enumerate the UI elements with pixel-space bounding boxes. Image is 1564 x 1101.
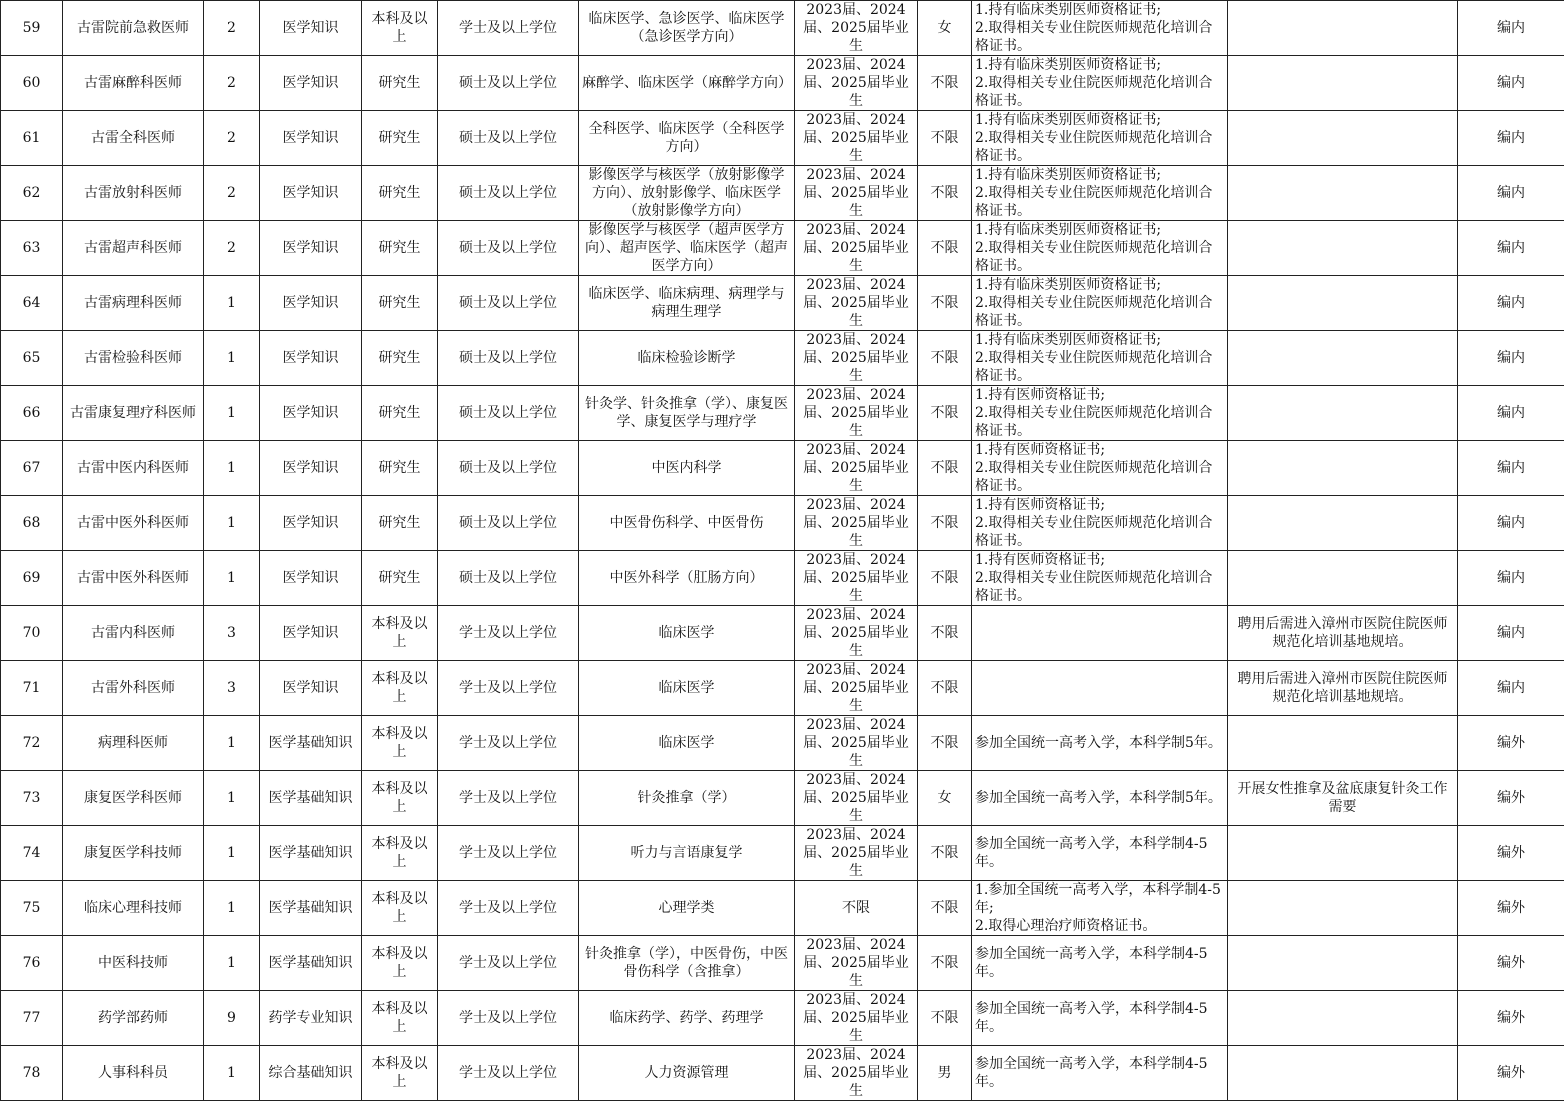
cell-gender: 不限 <box>918 881 972 936</box>
cell-number: 72 <box>1 716 63 771</box>
cell-headcount: 1 <box>204 936 260 991</box>
requirement-line: 1.持有医师资格证书; <box>975 386 1224 404</box>
cell-gender: 不限 <box>918 386 972 441</box>
cell-education: 研究生 <box>362 111 438 166</box>
cell-remarks: 聘用后需进入漳州市医院住院医师规范化培训基地规培。 <box>1228 661 1458 716</box>
cell-education: 研究生 <box>362 56 438 111</box>
cell-remarks <box>1228 881 1458 936</box>
cell-staffing: 编内 <box>1458 441 1564 496</box>
cell-degree: 学士及以上学位 <box>438 1 579 56</box>
cell-remarks: 聘用后需进入漳州市医院住院医师规范化培训基地规培。 <box>1228 606 1458 661</box>
cell-education: 研究生 <box>362 386 438 441</box>
cell-number: 74 <box>1 826 63 881</box>
cell-staffing: 编内 <box>1458 221 1564 276</box>
table-row <box>1 111 1564 166</box>
cell-gender: 不限 <box>918 166 972 221</box>
cell-headcount: 1 <box>204 881 260 936</box>
cell-position: 古雷中医外科医师 <box>63 496 204 551</box>
cell-gender: 不限 <box>918 221 972 276</box>
cell-position: 康复医学科医师 <box>63 771 204 826</box>
cell-degree: 硕士及以上学位 <box>438 111 579 166</box>
table-row <box>1 661 1564 716</box>
cell-exam-subject: 医学知识 <box>260 551 362 606</box>
cell-requirements <box>972 1046 1228 1101</box>
cell-number: 77 <box>1 991 63 1046</box>
cell-degree: 硕士及以上学位 <box>438 551 579 606</box>
requirement-line: 参加全国统一高考入学，本科学制4-5年。 <box>975 945 1224 981</box>
cell-gender: 女 <box>918 771 972 826</box>
cell-number: 68 <box>1 496 63 551</box>
cell-requirements <box>972 386 1228 441</box>
cell-graduates: 2023届、2024届、2025届毕业生 <box>795 1046 918 1101</box>
requirement-line: 2.取得相关专业住院医师规范化培训合格证书。 <box>975 19 1224 55</box>
table-row <box>1 936 1564 991</box>
cell-staffing: 编内 <box>1458 331 1564 386</box>
cell-remarks <box>1228 166 1458 221</box>
cell-staffing: 编内 <box>1458 56 1564 111</box>
cell-staffing: 编内 <box>1458 496 1564 551</box>
cell-requirements <box>972 936 1228 991</box>
cell-exam-subject: 药学专业知识 <box>260 991 362 1046</box>
cell-position: 中医科技师 <box>63 936 204 991</box>
cell-position: 人事科科员 <box>63 1046 204 1101</box>
cell-exam-subject: 医学知识 <box>260 221 362 276</box>
cell-position: 病理科医师 <box>63 716 204 771</box>
cell-number: 62 <box>1 166 63 221</box>
cell-number: 64 <box>1 276 63 331</box>
requirement-line: 2.取得相关专业住院医师规范化培训合格证书。 <box>975 294 1224 330</box>
cell-staffing: 编外 <box>1458 826 1564 881</box>
cell-staffing: 编内 <box>1458 551 1564 606</box>
cell-degree: 学士及以上学位 <box>438 606 579 661</box>
cell-major: 临床医学、急诊医学、临床医学（急诊医学方向） <box>579 1 795 56</box>
cell-position: 古雷内科医师 <box>63 606 204 661</box>
cell-remarks <box>1228 56 1458 111</box>
cell-exam-subject: 医学知识 <box>260 496 362 551</box>
cell-remarks <box>1228 1046 1458 1101</box>
cell-degree: 学士及以上学位 <box>438 991 579 1046</box>
requirement-line: 2.取得相关专业住院医师规范化培训合格证书。 <box>975 459 1224 495</box>
cell-major: 中医外科学（肛肠方向） <box>579 551 795 606</box>
cell-staffing: 编外 <box>1458 1046 1564 1101</box>
cell-graduates: 2023届、2024届、2025届毕业生 <box>795 496 918 551</box>
cell-headcount: 3 <box>204 661 260 716</box>
cell-major: 人力资源管理 <box>579 1046 795 1101</box>
requirement-line: 1.持有医师资格证书; <box>975 496 1224 514</box>
cell-education: 研究生 <box>362 551 438 606</box>
requirement-line: 1.持有临床类别医师资格证书; <box>975 56 1224 74</box>
cell-number: 67 <box>1 441 63 496</box>
cell-position: 古雷院前急救医师 <box>63 1 204 56</box>
table-row <box>1 551 1564 606</box>
requirement-line: 参加全国统一高考入学，本科学制4-5年。 <box>975 835 1224 871</box>
cell-requirements <box>972 991 1228 1046</box>
cell-major: 影像医学与核医学（放射影像学方向）、放射影像学、临床医学（放射影像学方向） <box>579 166 795 221</box>
cell-graduates: 2023届、2024届、2025届毕业生 <box>795 386 918 441</box>
cell-degree: 硕士及以上学位 <box>438 331 579 386</box>
requirement-line: 参加全国统一高考入学，本科学制4-5年。 <box>975 1055 1224 1091</box>
cell-degree: 学士及以上学位 <box>438 826 579 881</box>
cell-degree: 学士及以上学位 <box>438 771 579 826</box>
requirement-line: 2.取得相关专业住院医师规范化培训合格证书。 <box>975 569 1224 605</box>
cell-gender: 男 <box>918 1046 972 1101</box>
cell-major: 针灸推拿（学） <box>579 771 795 826</box>
requirement-line: 参加全国统一高考入学，本科学制4-5年。 <box>975 1000 1224 1036</box>
cell-requirements <box>972 826 1228 881</box>
cell-major: 影像医学与核医学（超声医学方向）、超声医学、临床医学（超声医学方向） <box>579 221 795 276</box>
cell-staffing: 编内 <box>1458 166 1564 221</box>
cell-remarks: 开展女性推拿及盆底康复针灸工作需要 <box>1228 771 1458 826</box>
cell-headcount: 3 <box>204 606 260 661</box>
cell-requirements <box>972 221 1228 276</box>
cell-graduates: 2023届、2024届、2025届毕业生 <box>795 111 918 166</box>
cell-education: 研究生 <box>362 331 438 386</box>
cell-headcount: 1 <box>204 1046 260 1101</box>
cell-requirements <box>972 1 1228 56</box>
table-row <box>1 991 1564 1046</box>
cell-exam-subject: 医学知识 <box>260 606 362 661</box>
cell-staffing: 编内 <box>1458 111 1564 166</box>
requirement-line: 2.取得相关专业住院医师规范化培训合格证书。 <box>975 349 1224 385</box>
cell-graduates: 2023届、2024届、2025届毕业生 <box>795 221 918 276</box>
cell-major: 中医骨伤科学、中医骨伤 <box>579 496 795 551</box>
cell-headcount: 2 <box>204 56 260 111</box>
cell-position: 古雷检验科医师 <box>63 331 204 386</box>
cell-gender: 不限 <box>918 331 972 386</box>
cell-exam-subject: 医学知识 <box>260 111 362 166</box>
cell-staffing: 编内 <box>1458 661 1564 716</box>
cell-headcount: 2 <box>204 221 260 276</box>
cell-number: 60 <box>1 56 63 111</box>
cell-exam-subject: 医学知识 <box>260 1 362 56</box>
cell-graduates: 2023届、2024届、2025届毕业生 <box>795 441 918 496</box>
requirement-line: 1.持有医师资格证书; <box>975 441 1224 459</box>
cell-degree: 学士及以上学位 <box>438 936 579 991</box>
requirement-line: 参加全国统一高考入学，本科学制5年。 <box>975 789 1224 807</box>
cell-number: 61 <box>1 111 63 166</box>
cell-remarks <box>1228 1 1458 56</box>
requirement-line: 1.持有临床类别医师资格证书; <box>975 331 1224 349</box>
cell-number: 69 <box>1 551 63 606</box>
cell-graduates: 2023届、2024届、2025届毕业生 <box>795 166 918 221</box>
cell-major: 临床医学 <box>579 661 795 716</box>
cell-staffing: 编外 <box>1458 991 1564 1046</box>
cell-gender: 不限 <box>918 936 972 991</box>
cell-education: 研究生 <box>362 276 438 331</box>
cell-gender: 不限 <box>918 56 972 111</box>
cell-major: 针灸推拿（学），中医骨伤，中医骨伤科学（含推拿） <box>579 936 795 991</box>
table-row <box>1 1 1564 56</box>
cell-remarks <box>1228 551 1458 606</box>
table-row <box>1 1046 1564 1101</box>
cell-exam-subject: 医学基础知识 <box>260 936 362 991</box>
cell-remarks <box>1228 441 1458 496</box>
cell-degree: 硕士及以上学位 <box>438 496 579 551</box>
cell-major: 临床药学、药学、药理学 <box>579 991 795 1046</box>
table-row <box>1 221 1564 276</box>
requirement-line: 1.持有临床类别医师资格证书; <box>975 166 1224 184</box>
cell-number: 76 <box>1 936 63 991</box>
requirement-line: 1.持有临床类别医师资格证书; <box>975 221 1224 239</box>
cell-graduates: 2023届、2024届、2025届毕业生 <box>795 936 918 991</box>
cell-education: 研究生 <box>362 221 438 276</box>
cell-major: 临床医学 <box>579 606 795 661</box>
cell-remarks <box>1228 991 1458 1046</box>
cell-staffing: 编内 <box>1458 276 1564 331</box>
requirement-line: 1.持有医师资格证书; <box>975 551 1224 569</box>
cell-requirements <box>972 111 1228 166</box>
table-row <box>1 826 1564 881</box>
table-row <box>1 441 1564 496</box>
cell-gender: 不限 <box>918 111 972 166</box>
cell-position: 古雷康复理疗科医师 <box>63 386 204 441</box>
cell-number: 73 <box>1 771 63 826</box>
cell-requirements <box>972 166 1228 221</box>
table-row <box>1 331 1564 386</box>
cell-headcount: 1 <box>204 826 260 881</box>
cell-major: 中医内科学 <box>579 441 795 496</box>
table-row <box>1 56 1564 111</box>
cell-remarks <box>1228 221 1458 276</box>
cell-remarks <box>1228 496 1458 551</box>
cell-education: 研究生 <box>362 496 438 551</box>
cell-exam-subject: 医学基础知识 <box>260 771 362 826</box>
cell-graduates: 2023届、2024届、2025届毕业生 <box>795 1 918 56</box>
cell-gender: 不限 <box>918 606 972 661</box>
cell-staffing: 编外 <box>1458 936 1564 991</box>
requirement-line: 2.取得相关专业住院医师规范化培训合格证书。 <box>975 184 1224 220</box>
cell-staffing: 编外 <box>1458 716 1564 771</box>
cell-requirements <box>972 606 1228 661</box>
cell-graduates: 2023届、2024届、2025届毕业生 <box>795 56 918 111</box>
cell-requirements <box>972 331 1228 386</box>
cell-major: 麻醉学、临床医学（麻醉学方向） <box>579 56 795 111</box>
cell-gender: 不限 <box>918 661 972 716</box>
cell-degree: 硕士及以上学位 <box>438 386 579 441</box>
cell-headcount: 1 <box>204 386 260 441</box>
cell-requirements <box>972 881 1228 936</box>
cell-education: 本科及以上 <box>362 661 438 716</box>
cell-degree: 学士及以上学位 <box>438 1046 579 1101</box>
cell-requirements <box>972 56 1228 111</box>
cell-graduates: 2023届、2024届、2025届毕业生 <box>795 991 918 1046</box>
requirement-line: 1.参加全国统一高考入学，本科学制4-5年; <box>975 881 1224 917</box>
requirement-line: 1.持有临床类别医师资格证书; <box>975 276 1224 294</box>
cell-graduates: 不限 <box>795 881 918 936</box>
cell-headcount: 9 <box>204 991 260 1046</box>
cell-education: 本科及以上 <box>362 606 438 661</box>
cell-position: 古雷超声科医师 <box>63 221 204 276</box>
cell-staffing: 编外 <box>1458 881 1564 936</box>
cell-exam-subject: 医学知识 <box>260 331 362 386</box>
cell-position: 临床心理科技师 <box>63 881 204 936</box>
table-row <box>1 771 1564 826</box>
cell-gender: 不限 <box>918 826 972 881</box>
requirement-line: 2.取得相关专业住院医师规范化培训合格证书。 <box>975 74 1224 110</box>
cell-exam-subject: 医学基础知识 <box>260 881 362 936</box>
cell-position: 古雷病理科医师 <box>63 276 204 331</box>
cell-gender: 女 <box>918 1 972 56</box>
cell-gender: 不限 <box>918 551 972 606</box>
cell-position: 古雷全科医师 <box>63 111 204 166</box>
cell-major: 心理学类 <box>579 881 795 936</box>
table-row <box>1 386 1564 441</box>
cell-position: 古雷中医内科医师 <box>63 441 204 496</box>
cell-major: 全科医学、临床医学（全科医学方向） <box>579 111 795 166</box>
cell-education: 本科及以上 <box>362 771 438 826</box>
cell-headcount: 2 <box>204 111 260 166</box>
cell-graduates: 2023届、2024届、2025届毕业生 <box>795 716 918 771</box>
cell-staffing: 编内 <box>1458 1 1564 56</box>
cell-degree: 硕士及以上学位 <box>438 441 579 496</box>
cell-graduates: 2023届、2024届、2025届毕业生 <box>795 606 918 661</box>
cell-requirements <box>972 661 1228 716</box>
cell-number: 63 <box>1 221 63 276</box>
cell-exam-subject: 医学基础知识 <box>260 826 362 881</box>
cell-staffing: 编内 <box>1458 606 1564 661</box>
cell-remarks <box>1228 936 1458 991</box>
table-row <box>1 716 1564 771</box>
cell-number: 78 <box>1 1046 63 1101</box>
requirement-line: 2.取得相关专业住院医师规范化培训合格证书。 <box>975 129 1224 165</box>
cell-position: 古雷外科医师 <box>63 661 204 716</box>
cell-requirements <box>972 276 1228 331</box>
cell-gender: 不限 <box>918 716 972 771</box>
cell-degree: 学士及以上学位 <box>438 716 579 771</box>
cell-degree: 硕士及以上学位 <box>438 276 579 331</box>
cell-remarks <box>1228 276 1458 331</box>
requirement-line: 2.取得相关专业住院医师规范化培训合格证书。 <box>975 514 1224 550</box>
cell-requirements <box>972 771 1228 826</box>
cell-graduates: 2023届、2024届、2025届毕业生 <box>795 331 918 386</box>
cell-staffing: 编外 <box>1458 771 1564 826</box>
table-row <box>1 166 1564 221</box>
cell-education: 本科及以上 <box>362 881 438 936</box>
cell-degree: 学士及以上学位 <box>438 881 579 936</box>
requirement-line: 2.取得相关专业住院医师规范化培训合格证书。 <box>975 239 1224 275</box>
table-row <box>1 276 1564 331</box>
cell-education: 研究生 <box>362 441 438 496</box>
cell-requirements <box>972 716 1228 771</box>
table-row <box>1 606 1564 661</box>
cell-graduates: 2023届、2024届、2025届毕业生 <box>795 771 918 826</box>
cell-graduates: 2023届、2024届、2025届毕业生 <box>795 551 918 606</box>
cell-headcount: 1 <box>204 716 260 771</box>
cell-education: 本科及以上 <box>362 716 438 771</box>
cell-exam-subject: 综合基础知识 <box>260 1046 362 1101</box>
cell-remarks <box>1228 826 1458 881</box>
cell-headcount: 2 <box>204 166 260 221</box>
cell-number: 66 <box>1 386 63 441</box>
cell-degree: 学士及以上学位 <box>438 661 579 716</box>
cell-headcount: 1 <box>204 331 260 386</box>
cell-education: 本科及以上 <box>362 991 438 1046</box>
cell-requirements <box>972 441 1228 496</box>
cell-number: 59 <box>1 1 63 56</box>
cell-education: 本科及以上 <box>362 826 438 881</box>
cell-exam-subject: 医学知识 <box>260 166 362 221</box>
cell-graduates: 2023届、2024届、2025届毕业生 <box>795 826 918 881</box>
cell-headcount: 1 <box>204 441 260 496</box>
cell-number: 70 <box>1 606 63 661</box>
cell-remarks <box>1228 386 1458 441</box>
cell-position: 药学部药师 <box>63 991 204 1046</box>
cell-number: 65 <box>1 331 63 386</box>
cell-headcount: 1 <box>204 276 260 331</box>
cell-exam-subject: 医学知识 <box>260 56 362 111</box>
cell-exam-subject: 医学知识 <box>260 441 362 496</box>
cell-major: 针灸学、针灸推拿（学）、康复医学、康复医学与理疗学 <box>579 386 795 441</box>
requirement-line: 2.取得相关专业住院医师规范化培训合格证书。 <box>975 404 1224 440</box>
cell-headcount: 2 <box>204 1 260 56</box>
cell-gender: 不限 <box>918 276 972 331</box>
table-row <box>1 881 1564 936</box>
cell-education: 本科及以上 <box>362 936 438 991</box>
cell-education: 本科及以上 <box>362 1046 438 1101</box>
cell-graduates: 2023届、2024届、2025届毕业生 <box>795 276 918 331</box>
cell-gender: 不限 <box>918 496 972 551</box>
requirement-line: 2.取得心理治疗师资格证书。 <box>975 917 1224 935</box>
cell-remarks <box>1228 716 1458 771</box>
cell-headcount: 1 <box>204 496 260 551</box>
cell-degree: 硕士及以上学位 <box>438 221 579 276</box>
cell-position: 古雷中医外科医师 <box>63 551 204 606</box>
cell-headcount: 1 <box>204 771 260 826</box>
cell-major: 临床检验诊断学 <box>579 331 795 386</box>
cell-gender: 不限 <box>918 991 972 1046</box>
table-row <box>1 496 1564 551</box>
cell-staffing: 编内 <box>1458 386 1564 441</box>
cell-major: 临床医学 <box>579 716 795 771</box>
cell-major: 临床医学、临床病理、病理学与病理生理学 <box>579 276 795 331</box>
cell-education: 本科及以上 <box>362 1 438 56</box>
requirement-line: 参加全国统一高考入学，本科学制5年。 <box>975 734 1224 752</box>
cell-position: 康复医学科技师 <box>63 826 204 881</box>
cell-graduates: 2023届、2024届、2025届毕业生 <box>795 661 918 716</box>
cell-position: 古雷放射科医师 <box>63 166 204 221</box>
cell-gender: 不限 <box>918 441 972 496</box>
cell-major: 听力与言语康复学 <box>579 826 795 881</box>
requirement-line: 1.持有临床类别医师资格证书; <box>975 111 1224 129</box>
cell-position: 古雷麻醉科医师 <box>63 56 204 111</box>
cell-number: 75 <box>1 881 63 936</box>
cell-headcount: 1 <box>204 551 260 606</box>
cell-requirements <box>972 551 1228 606</box>
cell-remarks <box>1228 331 1458 386</box>
cell-exam-subject: 医学知识 <box>260 661 362 716</box>
cell-degree: 硕士及以上学位 <box>438 56 579 111</box>
cell-number: 71 <box>1 661 63 716</box>
cell-degree: 硕士及以上学位 <box>438 166 579 221</box>
cell-exam-subject: 医学基础知识 <box>260 716 362 771</box>
requirement-line: 1.持有临床类别医师资格证书; <box>975 1 1224 19</box>
cell-requirements <box>972 496 1228 551</box>
table-body <box>1 1 1564 1101</box>
cell-remarks <box>1228 111 1458 166</box>
cell-exam-subject: 医学知识 <box>260 276 362 331</box>
cell-education: 研究生 <box>362 166 438 221</box>
cell-exam-subject: 医学知识 <box>260 386 362 441</box>
